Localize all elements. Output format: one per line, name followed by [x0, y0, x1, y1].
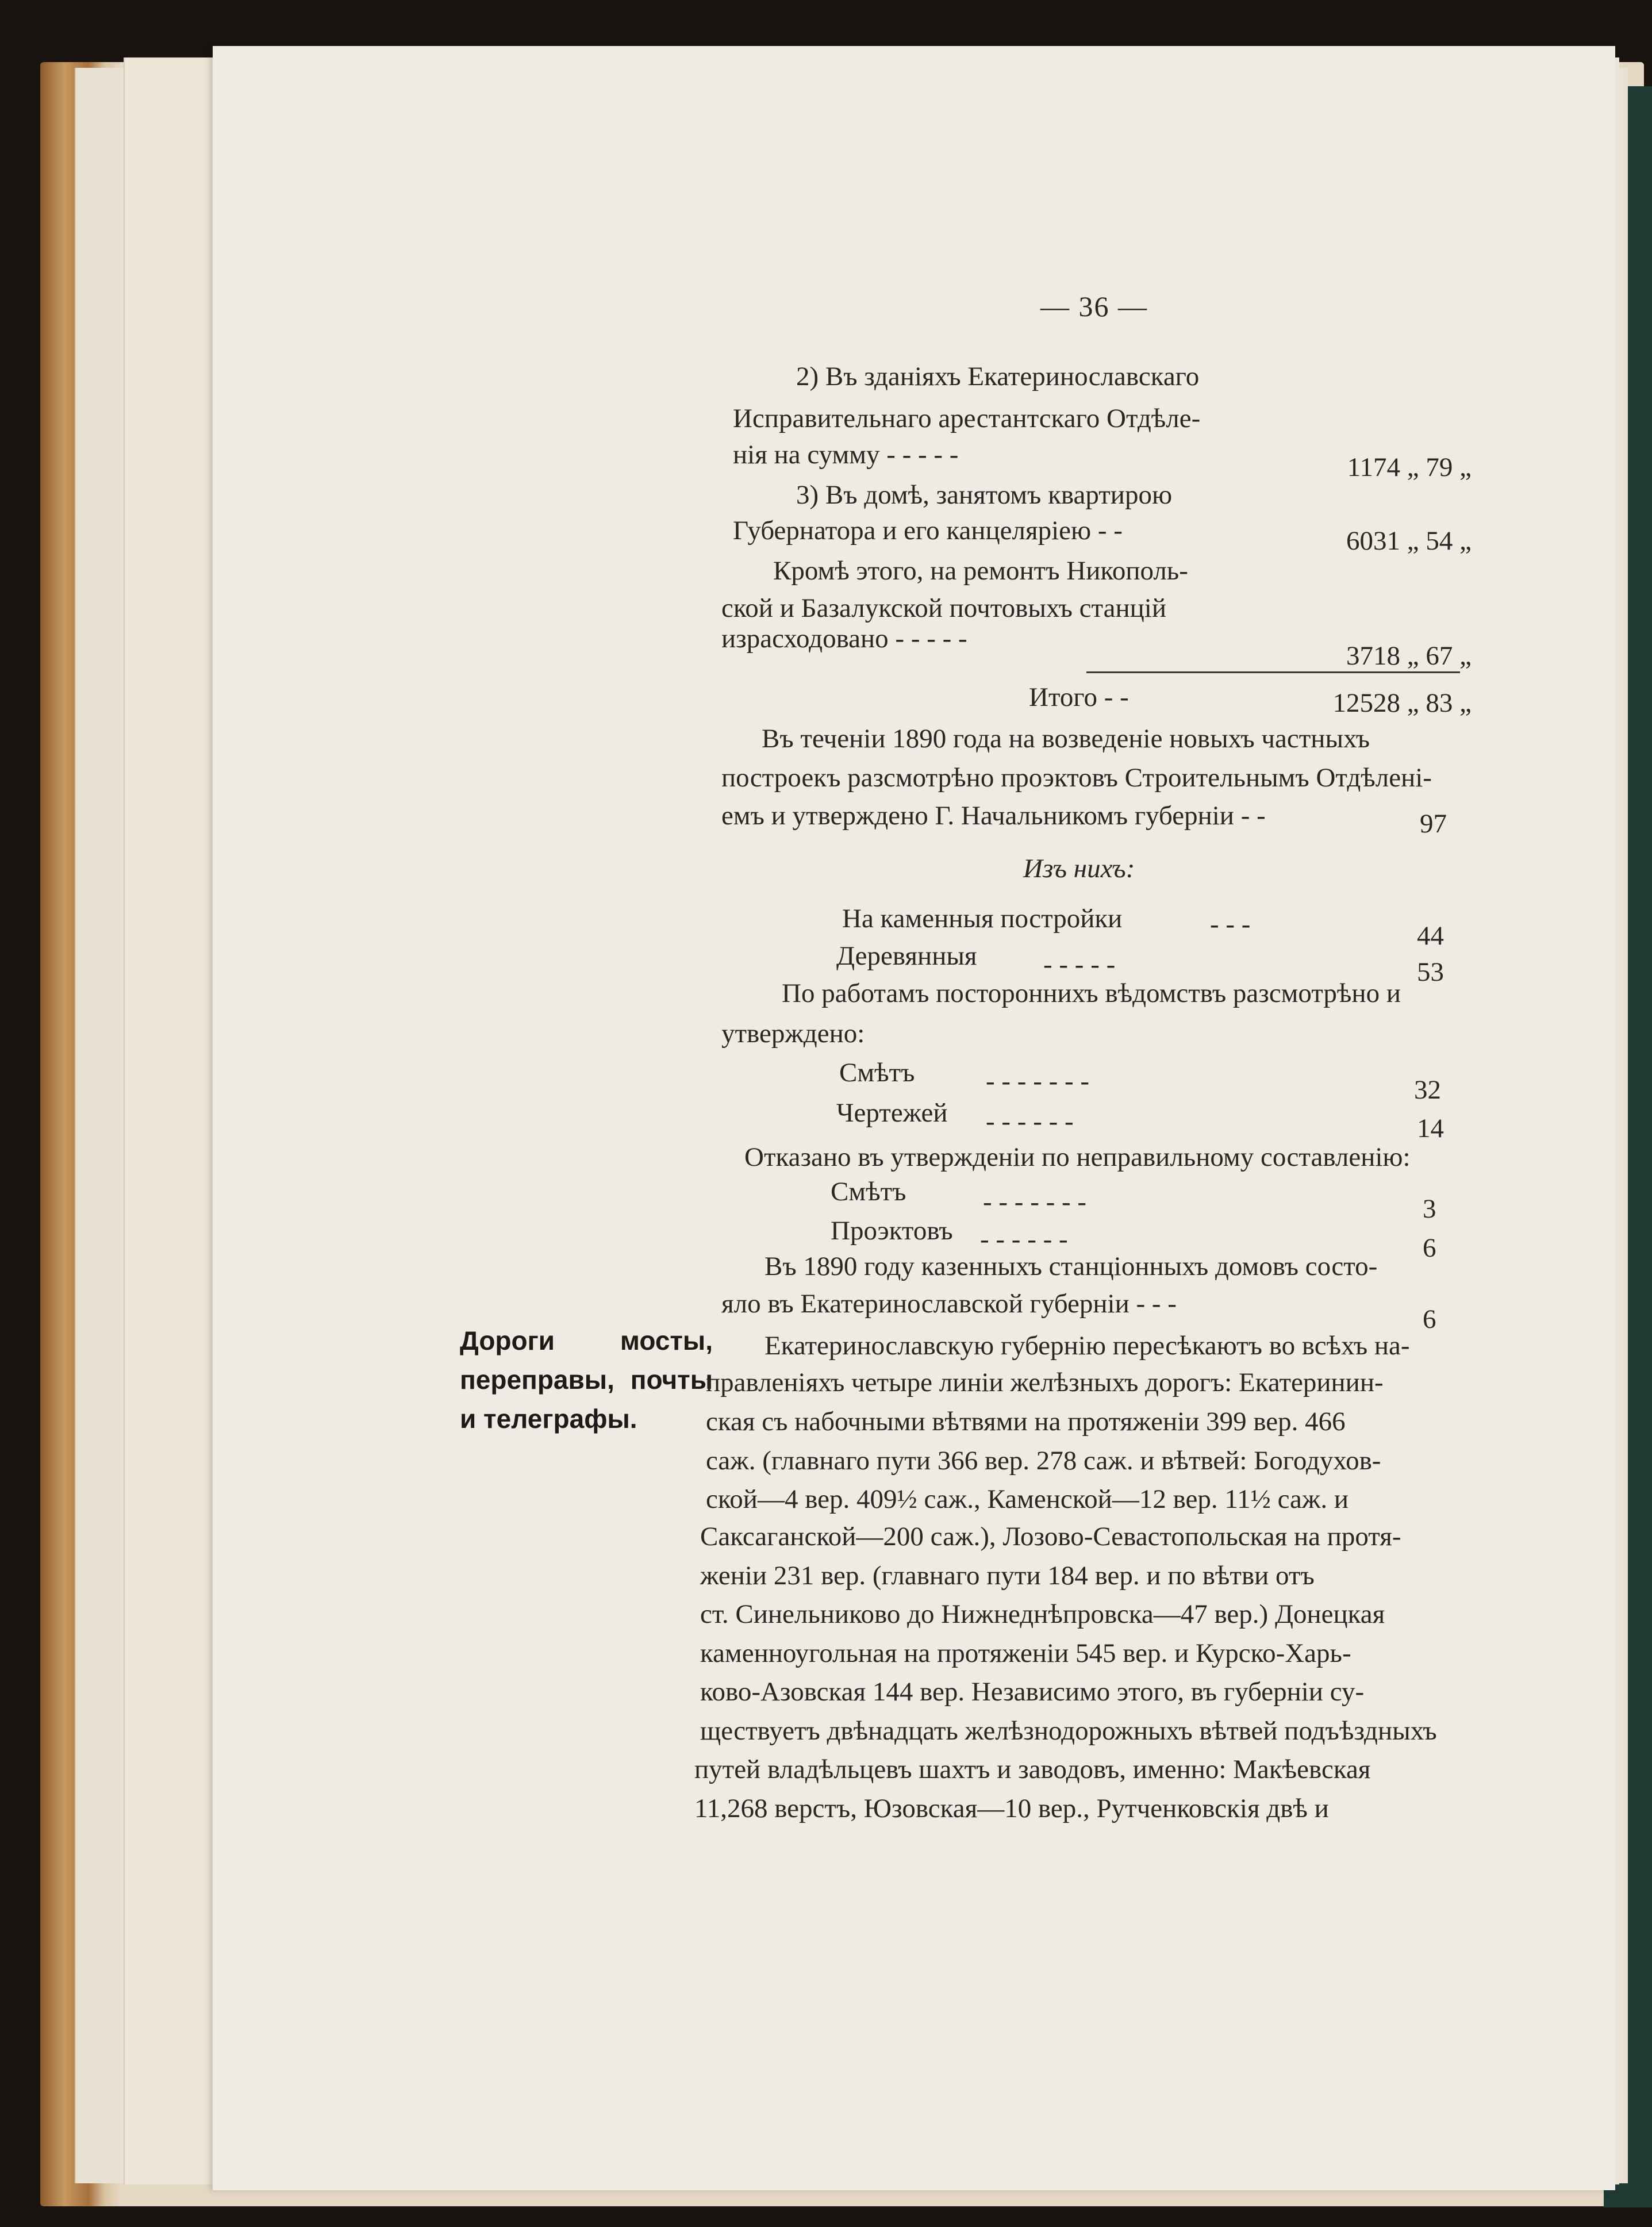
para5-line-11: ществуетъ двѣнадцать желѣзнодорожныхъ вѣтвей подъѣздныхъ	[700, 1716, 1437, 1746]
list3-dashes-2: - - - - - -	[980, 1224, 1068, 1254]
para4-value: 6	[1423, 1304, 1436, 1334]
para5-line-8: ст. Синельниково до Нижнеднѣпровска—47 вер.) Донецкая	[700, 1599, 1385, 1629]
line-7: ской и Базалукской почтовыхъ станцій	[721, 593, 1167, 623]
para5-line-12: путей владѣльцевъ шахтъ и заводовъ, именно: Макѣевская	[694, 1754, 1371, 1784]
para5-line-1: Екатеринославскую губернію пересѣкаютъ во всѣхъ на-	[764, 1331, 1410, 1361]
para1-line-2: построекъ разсмотрѣно проэктовъ Строительнымъ Отдѣлені-	[721, 763, 1432, 793]
list1-label-2: Деревянныя	[836, 941, 977, 971]
para5-line-13: 11,268 верстъ, Юзовская—10 вер., Рутченковскія двѣ и	[694, 1794, 1329, 1823]
list3-label-2: Проэктовъ	[831, 1216, 953, 1246]
list3-value-1: 3	[1423, 1194, 1436, 1224]
list3-value-2: 6	[1423, 1233, 1436, 1263]
para5-line-4: саж. (главнаго пути 366 вер. 278 саж. и вѣтвей: Богодухов-	[706, 1446, 1381, 1476]
sum-total: 12528 „ 83 „	[1332, 688, 1472, 718]
para5-line-6: Саксаганской—200 саж.), Лозово-Севастопольская на протя-	[700, 1522, 1401, 1552]
subheading: Изъ нихъ:	[1023, 854, 1135, 884]
list1-value-1: 44	[1417, 921, 1444, 951]
line-5: Губернатора и его канцеляріею - -	[733, 516, 1123, 546]
list1-dashes-1: - - -	[1210, 909, 1251, 939]
para2-line-2: утверждено:	[721, 1019, 865, 1049]
list1-value-2: 53	[1417, 957, 1444, 987]
para1-line-3: емъ и утверждено Г. Начальникомъ губерніи - -	[721, 801, 1266, 831]
page-number: — 36 —	[1040, 290, 1148, 322]
para5-line-7: женіи 231 вер. (главнаго пути 184 вер. и по вѣтви отъ	[700, 1561, 1315, 1591]
para5-line-2: правленіяхъ четыре линіи желѣзныхъ дорогъ: Екатеринин-	[706, 1368, 1384, 1397]
list3-label-1: Смѣтъ	[831, 1177, 906, 1207]
para5-line-3: ская съ набочными вѣтвями на протяженіи 399 вер. 466	[706, 1407, 1346, 1437]
list2-value-1: 32	[1414, 1075, 1441, 1105]
para1-value: 97	[1420, 809, 1447, 839]
list2-value-2: 14	[1417, 1114, 1444, 1143]
line-1: 2) Въ зданіяхъ Екатеринославскаго	[796, 362, 1200, 391]
sum-2: 6031 „ 54 „	[1346, 526, 1472, 556]
para4-line-2: яло въ Екатеринославской губерніи - - -	[721, 1289, 1177, 1319]
total-rule	[1086, 671, 1460, 673]
sum-3: 3718 „ 67 „	[1346, 641, 1472, 671]
para2-line-1: По работамъ постороннихъ вѣдомствъ разсмотрѣно и	[782, 978, 1401, 1008]
sum-1: 1174 „ 79 „	[1347, 452, 1472, 482]
para4-line-1: Въ 1890 году казенныхъ станціонныхъ домовъ состо-	[764, 1251, 1378, 1281]
total-label: Итого - -	[1029, 682, 1129, 712]
list2-label-1: Смѣтъ	[839, 1058, 915, 1088]
list1-dashes-2: - - - - -	[1043, 950, 1116, 980]
line-6: Кромѣ этого, на ремонтъ Никополь-	[773, 556, 1188, 586]
line-4: 3) Въ домѣ, занятомъ квартирою	[796, 480, 1173, 510]
para1-line-1: Въ теченіи 1890 года на возведеніе новыхъ частныхъ	[762, 724, 1370, 754]
list2-dashes-1: - - - - - - -	[986, 1066, 1090, 1096]
list3-dashes-1: - - - - - - -	[983, 1187, 1087, 1217]
line-8: израсходовано - - - - -	[721, 624, 967, 654]
line-3: нія на сумму - - - - -	[733, 440, 959, 470]
list1-label-1: На каменныя постройки	[842, 904, 1123, 934]
para5-line-5: ской—4 вер. 409½ саж., Каменской—12 вер. 11½ саж. и	[706, 1484, 1349, 1514]
line-2: Исправительнаго арестантскаго Отдѣле-	[733, 404, 1201, 433]
list2-label-2: Чертежей	[836, 1098, 948, 1128]
para5-line-10: ково-Азовская 144 вер. Независимо этого, въ губерніи су-	[700, 1677, 1365, 1707]
para5-line-9: каменноугольная на протяженіи 545 вер. и Курско-Харь-	[700, 1638, 1351, 1668]
list2-dashes-2: - - - - - -	[986, 1107, 1074, 1136]
para3: Отказано въ утвержденіи по неправильному составленію:	[744, 1142, 1411, 1172]
margin-heading: Дороги мосты, переправы, почты и телеграфы.	[460, 1326, 713, 1434]
